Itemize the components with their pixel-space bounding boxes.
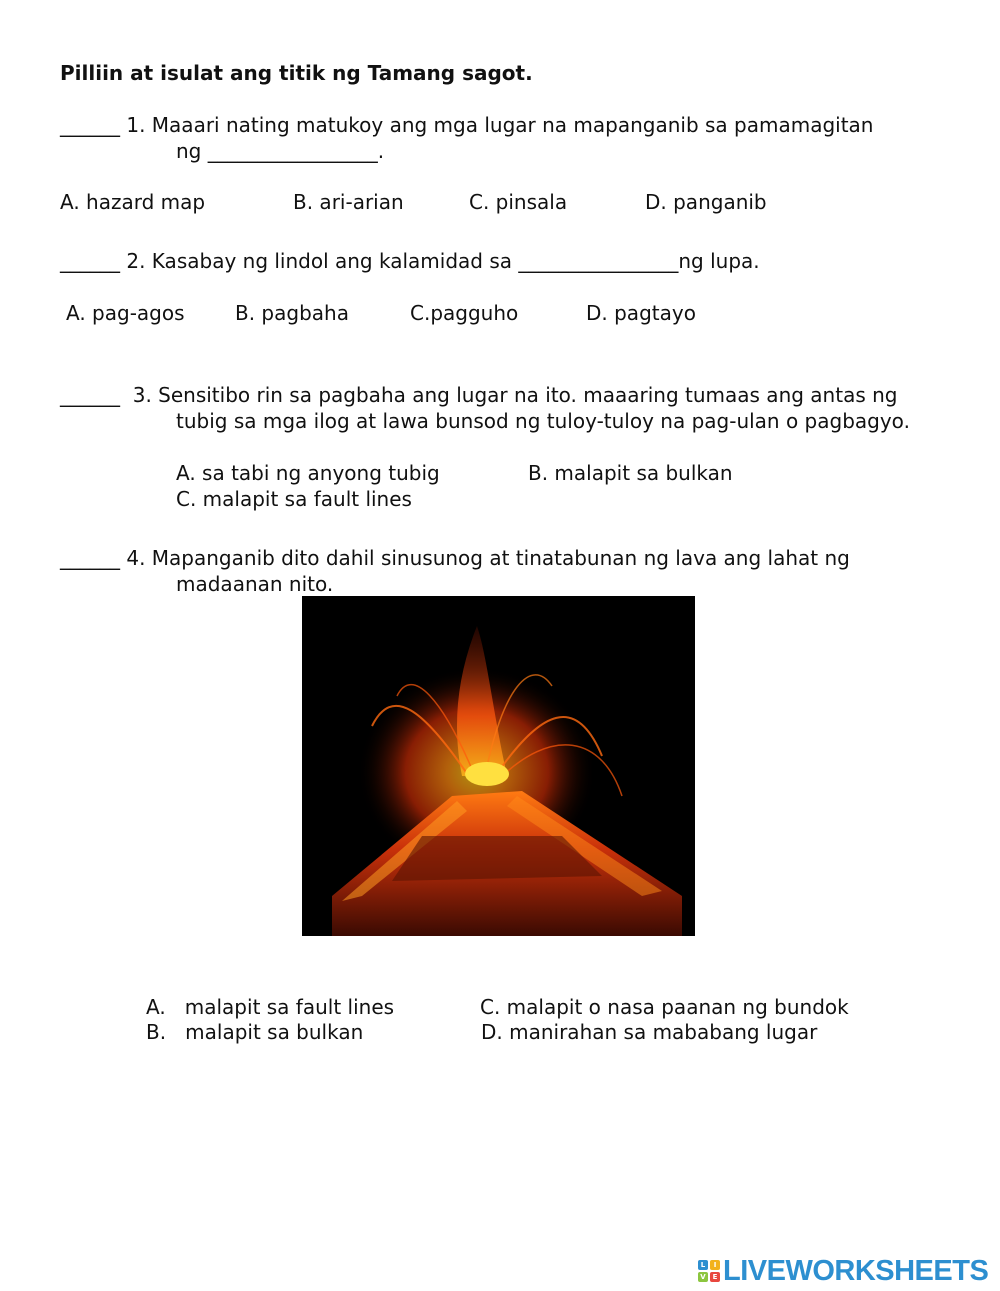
question-1-choice-b: B. ari-arian	[293, 190, 404, 214]
question-3-choice-a: A. sa tabi ng anyong tubig	[176, 461, 440, 485]
volcano-eruption-image	[302, 596, 695, 936]
logo-block-l: L	[698, 1260, 708, 1270]
question-1-text-line1: ______ 1. Maaari nating matukoy ang mga lugar na mapanganib sa pamamagitan	[60, 113, 874, 137]
question-1-choice-a: A. hazard map	[60, 190, 206, 214]
logo-block-e: E	[710, 1272, 720, 1282]
question-2-choice-b: B. pagbaha	[235, 301, 349, 325]
question-4-choice-a: A. malapit sa fault lines	[146, 995, 395, 1019]
liveworksheets-logo-mark	[698, 1260, 720, 1282]
question-2-choice-c: C.pagguho	[410, 301, 519, 325]
question-2-text-line1: ______ 2. Kasabay ng lindol ang kalamidad sa ________________ng lupa.	[60, 249, 760, 273]
liveworksheets-logo-text: LIVEWORKSHEETS	[723, 1254, 989, 1287]
question-3-choice-b: B. malapit sa bulkan	[528, 461, 733, 485]
question-4-text-line2: madaanan nito.	[176, 572, 334, 596]
question-1-choice-c: C. pinsala	[469, 190, 568, 214]
question-3-choice-c: C. malapit sa fault lines	[176, 487, 412, 511]
question-4-choice-d: D. manirahan sa mababang lugar	[481, 1020, 818, 1044]
logo-block-i: I	[710, 1260, 720, 1270]
question-1-text-line2: ng _________________.	[176, 139, 385, 163]
logo-block-v: V	[698, 1272, 708, 1282]
question-4-choice-b: B. malapit sa bulkan	[146, 1020, 364, 1044]
question-2-choice-a: A. pag-agos	[66, 301, 185, 325]
question-3-text-line1: ______ 3. Sensitibo rin sa pagbaha ang lugar na ito. maaaring tumaas ang antas ng	[60, 383, 898, 407]
instruction-heading: Pilliin at isulat ang titik ng Tamang sagot.	[60, 61, 533, 85]
question-4-text-line1: ______ 4. Mapanganib dito dahil sinusunog at tinatabunan ng lava ang lahat ng	[60, 546, 850, 570]
question-2-choice-d: D. pagtayo	[586, 301, 696, 325]
question-4-choice-c: C. malapit o nasa paanan ng bundok	[480, 995, 849, 1019]
question-3-text-line2: tubig sa mga ilog at lawa bunsod ng tuloy-tuloy na pag-ulan o pagbagyo.	[176, 409, 910, 433]
question-1-choice-d: D. panganib	[645, 190, 767, 214]
liveworksheets-logo	[698, 1255, 988, 1287]
